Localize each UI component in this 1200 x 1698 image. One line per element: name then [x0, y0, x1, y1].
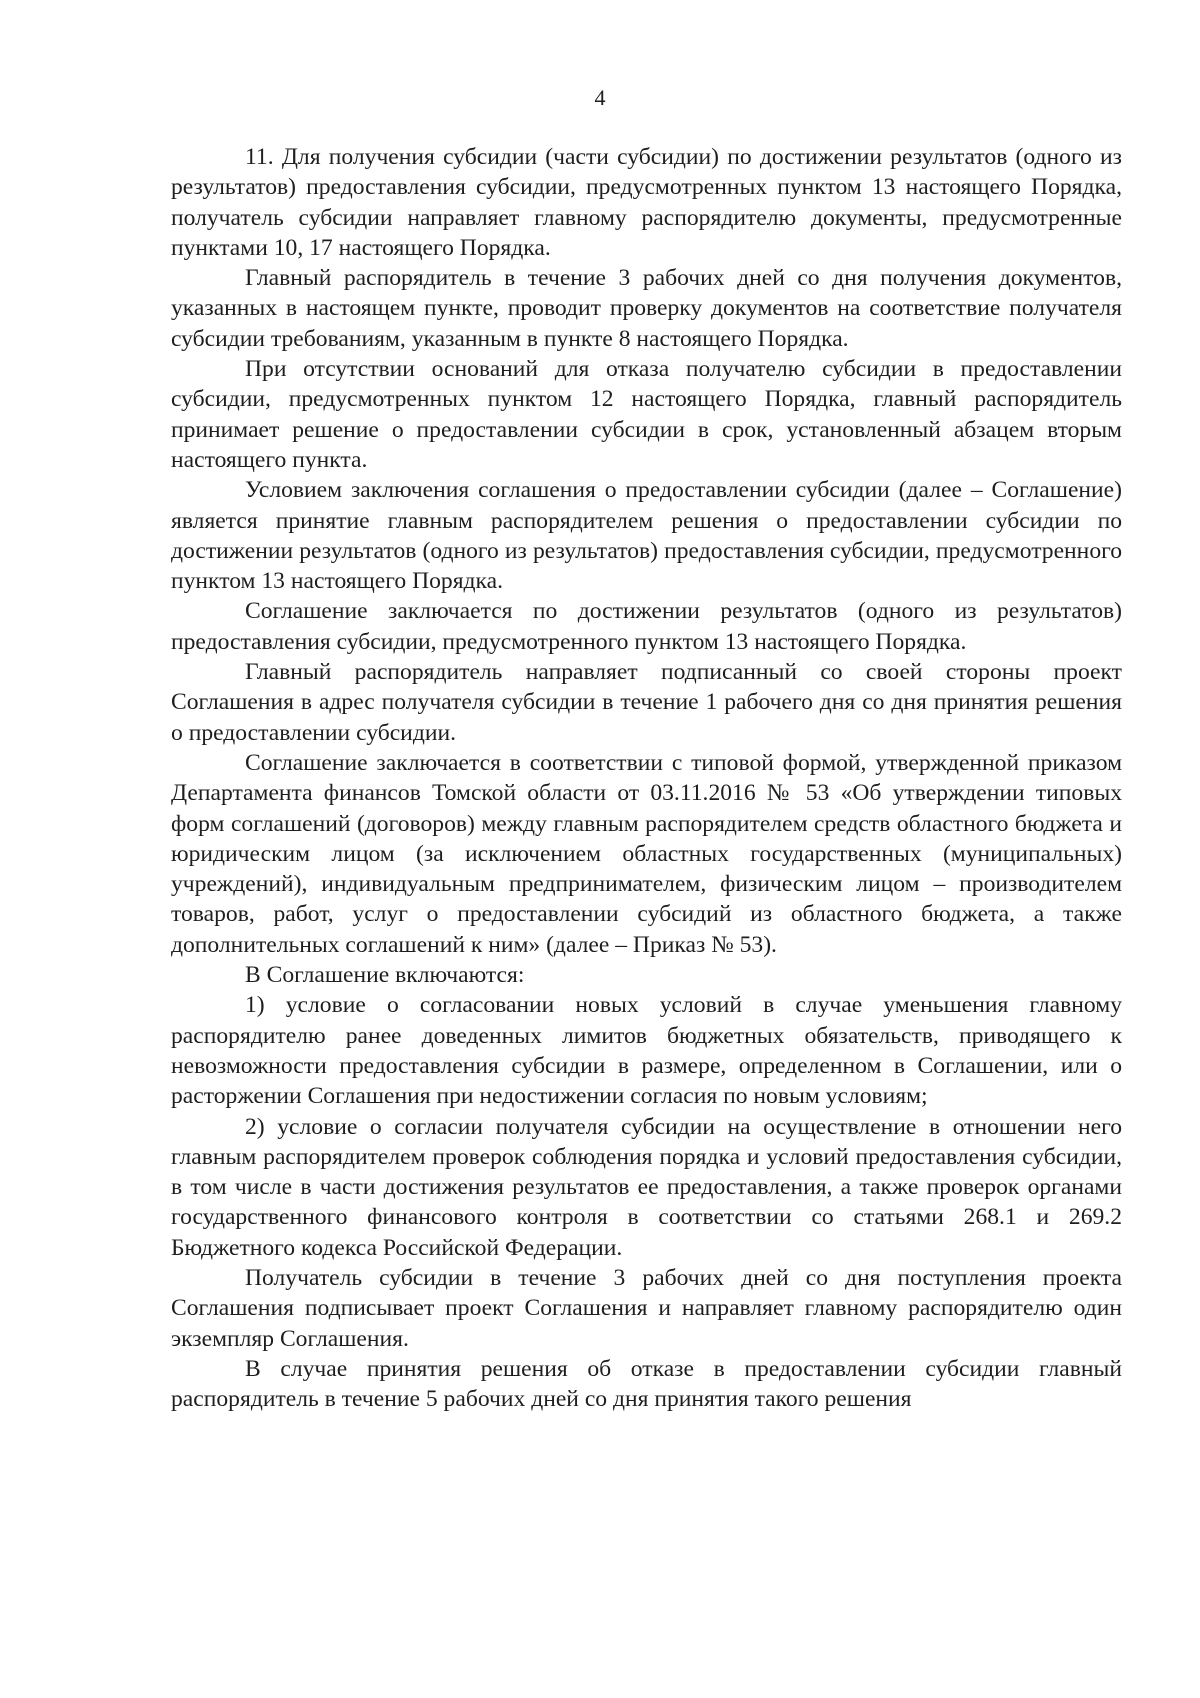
page-number: 4: [594, 85, 606, 110]
paragraph-recipient-signing: Получатель субсидии в течение 3 рабочих дней со дня поступления проекта Соглашения подписывает проект Соглашения и направляет главному распорядителю один экземпляр Соглашения.: [171, 1264, 1122, 1352]
paragraph-agreement-includes: В Соглашение включаются:: [245, 962, 525, 989]
list-item-2: 2) условие о согласии получателя субсидии на осуществление в отношении него главным распорядителем проверок соблюдения порядка и условий предоставления субсидии, в том числе в части достижения результатов ее предоставления, а также проверок органами государственного финансового контроля в соответствии со статьями 268.1 и 269.2 Бюджетного кодекса Российской Федерации.: [171, 1113, 1122, 1261]
paragraph-agreement-conclusion: Соглашение заключается по достижении результатов (одного из результатов) предоставления субсидии, предусмотренного пунктом 13 настоящего Порядка.: [171, 598, 1122, 655]
paragraph-document-check: Главный распорядитель в течение 3 рабочих дней со дня получения документов, указанных в настоящем пункте, проводит проверку документов на соответствие получателя субсидии требованиям, указанным в пункте 8 настоящего Порядка.: [171, 265, 1122, 352]
paragraph-draft-sending: Главный распорядитель направляет подписанный со своей стороны проект Соглашения в адрес получателя субсидии в течение 1 рабочего дня со дня принятия решения о предоставлении субсидии.: [171, 659, 1122, 746]
list-item-1: 1) условие о согласовании новых условий в случае уменьшения главному распорядителю ранее доведенных лимитов бюджетных обязательств, приводящего к невозможности предоставления субсидии в размере, определенном в Соглашении, или о расторжении Соглашения при недостижении согласия по новым условиям;: [171, 992, 1122, 1110]
paragraph-refusal: В случае принятия решения об отказе в предоставлении субсидии главный распорядитель в течение 5 рабочих дней со дня принятия такого решения: [171, 1355, 1122, 1413]
paragraph-decision: При отсутствии оснований для отказа получателю субсидии в предоставлении субсидии, предусмотренных пунктом 12 настоящего Порядка, главный распорядитель принимает решение о предоставлении субсидии в срок, установленный абзацем вторым настоящего пункта.: [171, 356, 1122, 473]
paragraph-agreement-condition: Условием заключения соглашения о предоставлении субсидии (далее – Соглашение) является принятие главным распорядителем решения о предоставлении субсидии по достижении результатов (одного из результатов) предоставления субсидии, предусмотренного пунктом 13 настоящего Порядка.: [171, 477, 1122, 595]
document-body: [171, 142, 1122, 1414]
paragraph-11: 11. Для получения субсидии (части субсидии) по достижении результатов (одного из результатов) предоставления субсидии, предусмотренных пунктом 13 настоящего Порядка, получатель субсидии направляет главному распорядителю документы, предусмотренные пунктами 10, 17 настоящего Порядка.: [171, 144, 1122, 261]
paragraph-standard-form: Соглашение заключается в соответствии с типовой формой, утвержденной приказом Департамента финансов Томской области от 03.11.2016 № 53 «Об утверждении типовых форм соглашений (договоров) между главным распорядителем средств областного бюджета и юридическим лицом (за исключением областных государственных (муниципальных) учреждений), индивидуальным предпринимателем, физическим лицом – производителем товаров, работ, услуг о предоставлении субсидий из областного бюджета, а также дополнительных соглашений к ним» (далее – Приказ № 53).: [171, 749, 1122, 958]
